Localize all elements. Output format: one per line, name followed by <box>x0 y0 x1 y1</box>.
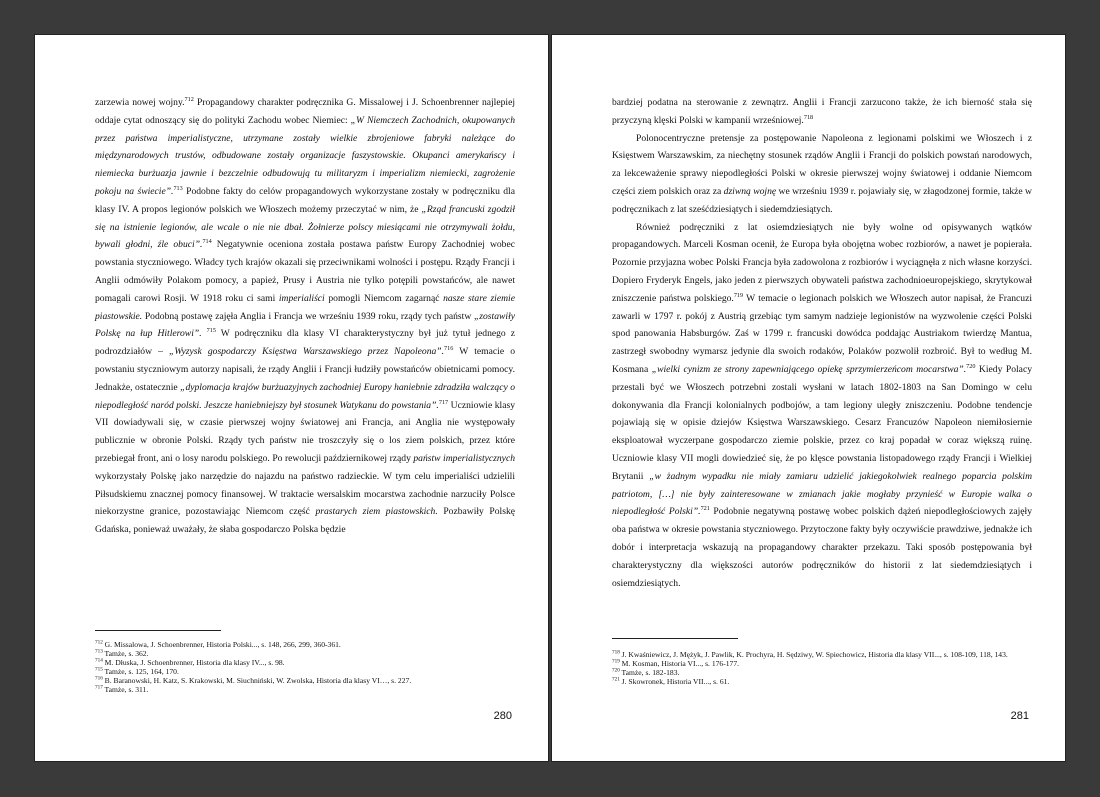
footnote <box>612 678 1032 687</box>
footnote <box>95 686 515 695</box>
text-run: Podobnie negatywną postawę wobec polskich dążeń niepodległościowych zajęły oba państwa w okresie powstania styczniowego. Przytoczone fakty były oczywiście prawdziwe, jednakże ich dobór i interpretacja wskazują na propagandowy charakter przekazu. Taki sposób postępowania był charakterystyczny dla większości autorów podręczników do historii z lat siedemdziesiątych i osiemdziesiątych. <box>612 506 1032 589</box>
text-run: wykorzystały Polskę jako narzędzie do najazdu na państwo radzieckie. W tym celu imperialiści udzielili Piłsudskiemu znacznej pomocy finansowej. W traktacie wersalskim mocarstwa zachodnie narzuciły Polsce niekorzystne granice, pozostawiając Niemcom część <box>95 470 515 518</box>
text-run: Podobną postawę zajęła Anglia i Francja we wrześniu 1939 roku, rządy tych państw <box>142 310 474 322</box>
text-run: zarzewia nowej wojny. <box>95 97 185 108</box>
footnote-number: 720 <box>612 667 620 674</box>
footnotes <box>612 651 1032 687</box>
text-run: Pozbawiły Polskę Gdańska, ponieważ uważały, że słaba gospodarczo Polska będzie <box>95 506 515 536</box>
footnote-separator <box>612 638 738 639</box>
text-run: pomogli Niemcom zagarnąć <box>324 292 444 304</box>
text-run: W temacie o powstaniu styczniowym autorzy napisali, że rządy Anglii i Francji łudziły powstańców obietnicami pomocy. Jednakże, ostatecznie <box>95 346 515 393</box>
footnote-text: Tamże, s. 182-183. <box>619 667 680 677</box>
footnote-text: Tamże, s. 125, 164, 170. <box>102 666 179 676</box>
italic-quote: „Wyzysk gospodarczy Księstwa Warszawskiego przez Napoleona”. <box>169 346 445 358</box>
footnote-reference[interactable]: 716 <box>444 344 454 352</box>
page-body-text <box>95 94 515 539</box>
italic-quote: „W Niemczech Zachodnich, okupowanych przez państwa imperialistyczne, utrzymane zostały wielkie zbrojeniowe fabryki należące do międzynarodowych trustów, odbudowane zostały organizacje faszystowskie. Okupanci amerykańscy i niemiecka burżuazja jawnie i bezczelnie odbudowują tu militaryzm i imperializm niemiecki, zagrożenie pokoju na świecie”. <box>95 114 515 197</box>
text-run: Propagandowy charakter podręcznika G. Missalowej i J. Schoenbrenner najlepiej oddaje cytat odnoszący się do polityki Zachodu wobec Niemiec: <box>95 97 515 126</box>
text-run: bardziej podatna na sterowanie z zewnątrz. Anglii i Francji zarzucono także, że ich bierność stała się przyczyną klęski Polski w kampanii wrześniowej. <box>612 97 1032 126</box>
footnotes <box>95 641 515 694</box>
paragraph <box>612 94 1032 130</box>
text-run: Polonocentryczne pretensje za postępowanie Napoleona z legionami polskimi we Włoszech i z Księstwem Warszawskim, za niechętny stosunek rządów Anglii i Francji do polskich powstań narodowych, za lekceważenie sprawy niepodległości Polski w okresie pierwszej wojny światowej i oddanie Niemcom części ziem polskich oraz za <box>612 132 1032 197</box>
italic-quote: „zostawiły Polskę na łup Hitlerowi”. <box>95 310 515 340</box>
text-run: W temacie o legionach polskich we Włoszech autor napisał, że Francuzi zawarli w 1797 r. pokój z Austrią grzebiąc tym samym nadzieje legionistów na wyzwolenie części Polski spod panowania Habsburgów. Zaś w 1799 r. francuski dowódca poddając Austriakom twierdzę Mantua, zastrzegł swobodny wymarsz jedynie dla swoich rodaków, Polaków pozwolił rozbroić. Był to według M. Kosmana <box>612 292 1033 375</box>
page-number: 281 <box>1010 710 1029 722</box>
footnote-reference[interactable]: 712 <box>184 95 194 103</box>
right-page <box>551 34 1066 762</box>
footnote <box>95 641 515 650</box>
italic-quote: „dyplomacja krajów burżuazyjnych zachodniej Europy haniebnie zdradziła walczący o niepodległość naród polski. Jeszcze haniebniejszy był stosunek Watykanu do powstania”. <box>95 381 515 411</box>
footnote-number: 716 <box>95 675 103 682</box>
footnote-reference[interactable]: 718 <box>803 113 814 121</box>
italic-quote: „wielki cynizm ze strony zapewniającego opiekę sprzymierzeńcom mocarstwa”. <box>651 363 967 375</box>
paragraph <box>612 219 1032 593</box>
italic-quote: „Rząd francuski zgodził się na istnienie legionów, ale wcale o nie nie dbał. Żołnierze polscy miesiącami nie otrzymywali żołdu, bywali głodni, źle obuci”. <box>95 203 515 251</box>
footnote-text: M. Dłuska, J. Schoenbrenner, Historia dla klasy IV..., s. 98. <box>102 657 285 667</box>
footnote-number: 713 <box>95 648 103 655</box>
footnote-reference[interactable]: 717 <box>438 398 449 406</box>
page-number: 280 <box>493 710 512 722</box>
footnote-number: 721 <box>612 676 620 683</box>
italic-quote: nasze stare ziemie piastowskie. <box>95 292 515 322</box>
footnote-text: J. Skowronek, Historia VII..., s. 61. <box>619 676 730 686</box>
footnote-number: 714 <box>95 657 103 664</box>
footnote-text: M. Kosman, Historia VI..., s. 176-177. <box>619 658 740 668</box>
footnote-text: B. Baranowski, H. Katz, S. Krakowski, M. Siuchniński, W. Zwolska, Historia dla klasy VI…, s. 227. <box>102 675 412 685</box>
footnote-reference[interactable]: 719 <box>733 291 744 299</box>
page-body-text <box>612 94 1032 592</box>
footnote-number: 718 <box>612 649 620 656</box>
italic-quote: prastarych ziem piastowskich. <box>315 506 438 518</box>
footnote-number: 719 <box>612 658 620 665</box>
text-run: Podobne fakty do celów propagandowych wykorzystane zostały w podręczniku dla klasy IV. A propos legionów polskich we Włoszech możemy przeczytać w nim, że <box>95 185 515 215</box>
text-run: Kiedy Polacy przestali być we Włoszech potrzebni zostali wysłani w latach 1802-1803 na San Domingo w celu dokonywania dla Francji kolonialnych podbojów, a tam legiony uległy zniszczeniu. Podobne tendencje pojawiają się w opisie dziejów Księstwa Warszawskiego. Cesarz Francuzów Napoleon niemiłosiernie eksploatował wyczerpane gospodarczo ziemie polskie, przez co kraj popadał w coraz większą ruinę. Uczniowie klasy VII mogli dowiedzieć się, że po klęsce powstania listopadowego rządy Francji i Wielkiej Brytanii <box>612 363 1032 482</box>
text-run: Uczniowie klasy VII dowiadywali się, w czasie pierwszej wojny światowej ani Francja, ani Anglia nie występowały publicznie w obronie Polski. Rządy tych państw nie troszczyły się o los ziem polskich, przez które przebiegał front, ani o losy narodu polskiego. Po rewolucji październikowej rządy <box>95 399 516 464</box>
italic-quote: państw imperialistycznych <box>413 452 515 464</box>
left-page <box>34 34 549 762</box>
paragraph <box>95 94 515 539</box>
footnote-reference[interactable]: 713 <box>173 184 183 192</box>
footnote-reference[interactable]: 714 <box>202 238 212 246</box>
footnote <box>95 677 515 686</box>
footnote-reference[interactable]: 720 <box>966 362 976 370</box>
italic-quote: imperialiści <box>278 292 325 304</box>
footnote-number: 717 <box>95 684 103 690</box>
text-run: Również podręczniki z lat osiemdziesiątych nie były wolne od opisywanych wątków propagandowych. Marceli Kosman ocenił, że Europa była obojętna wobec rozbiorów, a nawet je popierała. Pozornie przyjazna wobec Polski Francja była zadowolona z rozbiorów i wyciągnęła z nich własne korzyści. Dopiero Fryderyk Engels, jako jeden z pierwszych obywateli państwa zachodnioeuropejskiego, skrytykował zniszczenie państwa polskiego. <box>612 221 1032 304</box>
footnote-text: G. Missalowa, J. Schoenbrenner, Historia Polski..., s. 148, 266, 299, 360-361. <box>102 640 341 649</box>
text-run: W podręczniku dla klasy VI charakterystyczny był już tytuł jednego z podrozdziałów – <box>95 328 515 358</box>
italic-quote: dziwną wojnę <box>723 185 777 197</box>
text-run: Negatywnie oceniona została postawa państw Europy Zachodniej wobec powstania styczniowego. Władcy tych krajów okazali się przeciwnikami wolności i postępu. Rządy Francji i Anglii odmówiły Polakom pomocy, a papież, Prusy i Austria nie tylko potępili powstańców, ale nawet pomagali carowi Rosji. W 1918 roku ci sami <box>95 239 515 304</box>
footnote-number: 715 <box>95 666 103 673</box>
italic-quote: „w żadnym wypadku nie miały zamiaru udzielić jakiegokolwiek realnego poparcia polskim patriotom, […] nie były zainteresowane w zmianach jakie mogłaby przynieść w Europie walka o niepodległość Polski”. <box>612 470 1033 518</box>
footnote-number: 712 <box>95 639 103 646</box>
text-run: we wrześniu 1939 r. pojawiały się, w złagodzonej formie, także w podręcznikach z lat sześćdziesiątych i siedemdziesiątych. <box>612 185 1032 215</box>
footnote-reference[interactable]: 715 <box>206 327 216 335</box>
footnote-separator <box>95 630 221 631</box>
footnote-reference[interactable]: 721 <box>700 505 710 513</box>
footnote-text: Tamże, s. 362. <box>102 648 149 658</box>
paragraph <box>612 130 1032 219</box>
footnote-text: Tamże, s. 311. <box>102 684 149 694</box>
footnote-text: J. Kwaśniewicz, J. Mężyk, J. Pawlik, K. Prochyra, H. Sędziwy, W. Spiechowicz, Historia dla klasy VII..., s. 108-109, 118, 143. <box>619 650 1008 659</box>
